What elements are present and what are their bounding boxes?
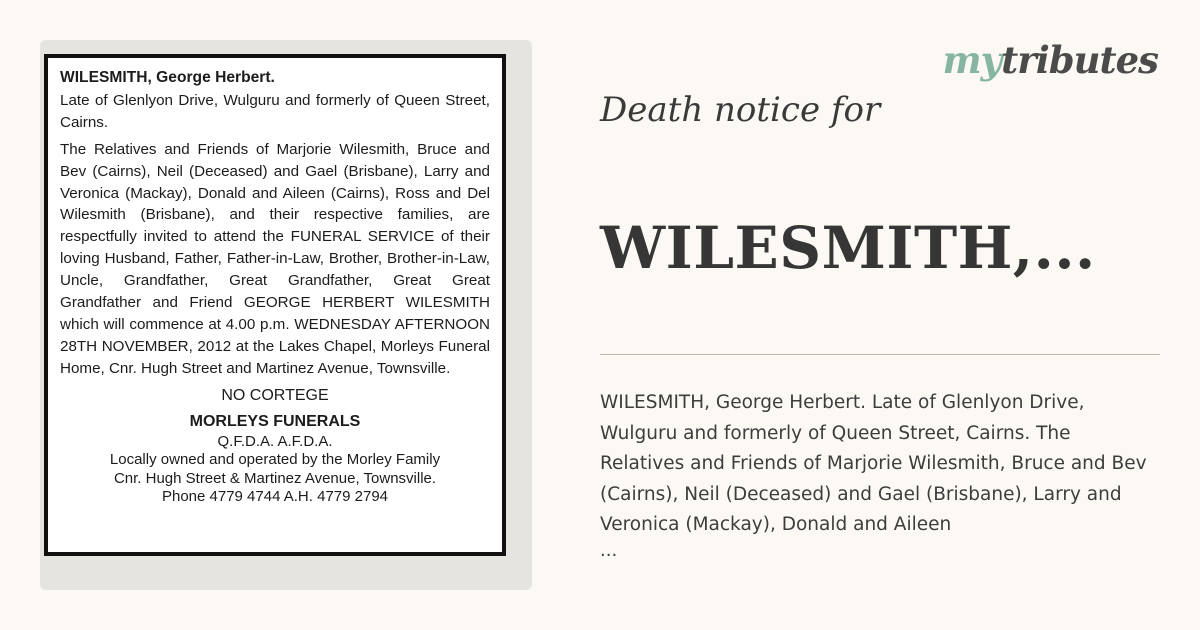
death-notice-label: Death notice for [600, 90, 881, 130]
notice-excerpt: WILESMITH, George Herbert. Late of Glenlyon Drive, Wulguru and formerly of Queen Street, Cairns. The Relatives and Friends of Marjorie Wilesmith, Bruce and Bev (Cairns), Neil (Deceased) and Gael (Brisbane), Larry and Veronica (Mackay), Donald and Aileen [600, 392, 1147, 535]
notice-ownership: Locally owned and operated by the Morley Family [109, 451, 441, 468]
newspaper-notice [44, 54, 506, 556]
notice-heading: WILESMITH, George Herbert. [60, 69, 275, 86]
notice-phone: Phone 4779 4744 A.H. 4779 2794 [161, 488, 389, 505]
logo-prefix: my [942, 38, 1002, 82]
notice-image-card [40, 40, 532, 590]
deceased-name: WILESMITH,... [600, 214, 1096, 282]
excerpt-ellipsis: ... [600, 540, 618, 561]
notice-company: MORLEYS FUNERALS [189, 412, 361, 430]
notice-address: Cnr. Hugh Street & Martinez Avenue, Townsville. [113, 469, 437, 487]
mytributes-logo[interactable] [942, 38, 1158, 82]
notice-body: The Relatives and Friends of Marjorie Wilesmith, Bruce and Bev (Cairns), Neil (Deceased) and Gael (Brisbane), Larry and Veronica (Mackay), Donald and Aileen (Cairns), Ross and Del Wilesmith (Brisbane), and their respective families, are respectfully invited to attend the FUNERAL SERVICE of their loving Husband, Father, Father-in-Law, Brother, Brother-in-Law, Uncle, Grandfather, Great Grandfather, Great Great Grandfather and Friend GEORGE HERBERT WILESMITH which will commence at 4.00 p.m. WEDNESDAY AFTERNOON 28TH NOVEMBER, 2012 at the Lakes Chapel, Morleys Funeral Home, Cnr. Hugh Street and Martinez Avenue, Townsville. [60, 140, 490, 377]
divider [600, 354, 1160, 355]
notice-residence: Late of Glenlyon Drive, Wulguru and formerly of Queen Street, Cairns. [60, 91, 490, 131]
notice-cortege: NO CORTEGE [221, 386, 329, 404]
notice-credentials: Q.F.D.A. A.F.D.A. [217, 432, 333, 450]
logo-suffix: tributes [1001, 38, 1158, 82]
